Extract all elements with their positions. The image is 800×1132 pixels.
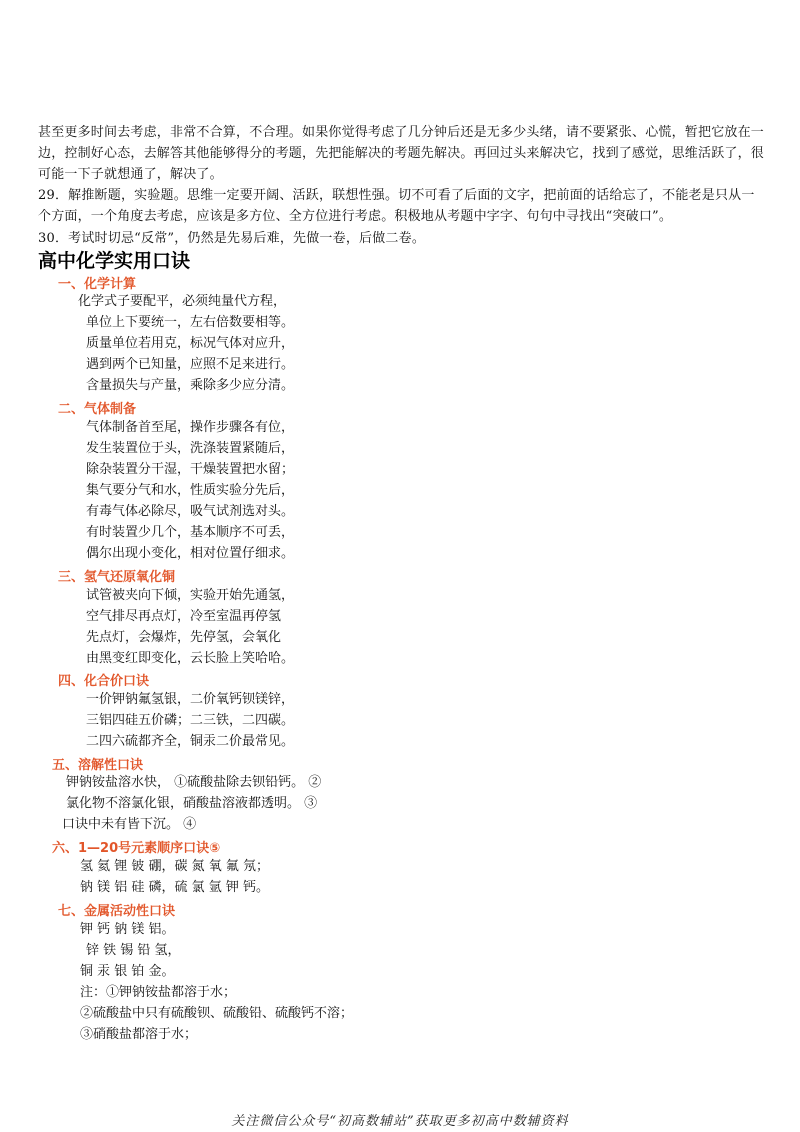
verse-line: 先点灯，会爆炸，先停氢，会氧化 [86,630,282,645]
verse-line: 钠 镁 铝 硅 磷，硫 氯 氩 钾 钙。 [80,880,270,895]
section-heading-solubility: 五、溶解性口诀 [52,758,144,773]
verse-line: 钾 钙 钠 镁 铝。 [80,922,175,937]
verse-line: 偶尔出现小变化，相对位置仔细求。 [86,546,295,561]
verse-line: 三铝四硅五价磷；二三铁，二四碳。 [86,713,295,728]
verse-line: 注：①钾钠铵盐都溶于水； [80,985,237,1000]
verse-line: 质量单位若用克，标况气体对应升， [86,336,295,351]
verse-line: 空气排尽再点灯，冷至室温再停氢 [86,609,282,624]
verse-line: 钾钠铵盐溶水快， ①硫酸盐除去钡铅钙。 ② [66,775,322,790]
verse-line: 由黑变红即变化，云长脸上笑哈哈。 [86,651,295,666]
verse-line: 锌 铁 锡 铅 氢， [86,943,181,958]
section-heading-element-order: 六、1—20号元素顺序口诀⑤ [52,841,221,856]
verse-line: 除杂装置分干湿，干燥装置把水留； [86,462,295,477]
section-heading-gas-preparation: 二、气体制备 [58,402,137,417]
verse-line: 口诀中未有皆下沉。 ④ [62,817,197,832]
verse-line: 有毒气体必除尽，吸气试剂选对头。 [86,504,295,519]
verse-line: ②硫酸盐中只有硫酸钡、硫酸铅、硫酸钙不溶； [80,1006,354,1021]
intro-paragraph: 甚至更多时间去考虑，非常不合算，不合理。如果你觉得考虑了几分钟后还是无多少头绪，请不要紧张、心慌，暂把它放在一边，控制好心态，去解答其他能够得分的考题，先把能解决的考题先解决。再回过头来解决它，找到了感觉，思维活跃了，很可能一下子就想通了，解决了。 [38,125,765,182]
verse-line: 遇到两个已知量，应照不足来进行。 [86,357,295,372]
verse-line: 一价钾钠氟氢银，二价氧钙钡镁锌， [86,692,295,707]
section-heading-valence: 四、化合价口诀 [58,674,150,689]
verse-line: 二四六硫都齐全，铜汞二价最常见。 [86,734,295,749]
verse-line: 发生装置位于头，洗涤装置紧随后， [86,441,295,456]
page-title: 高中化学实用口诀 [38,250,191,272]
verse-line: 单位上下要统一，左右倍数要相等。 [86,315,295,330]
verse-line: 铜 汞 银 铂 金。 [80,964,175,979]
section-heading-hydrogen-reduction: 三、氢气还原氧化铜 [58,570,176,585]
item-29-paragraph: 29．解推断题，实验题。思维一定要开阔、活跃，联想性强。切不可看了后面的文字，把前面的话给忘了，不能老是只从一个方面，一个角度去考虑，应该是多方位、全方位进行考虑。积极地从考题中字字、句句中寻找出“突破口”。 [38,188,755,224]
section-heading-calculation: 一、化学计算 [58,277,137,292]
verse-line: 氢 氦 锂 铍 硼，碳 氮 氧 氟 氖； [80,859,270,874]
verse-line: ③硝酸盐都溶于水； [80,1027,198,1042]
verse-line: 含量损失与产量，乘除多少应分清。 [86,378,295,393]
verse-line: 氯化物不溶氯化银，硝酸盐溶液都透明。 ③ [66,796,318,811]
verse-line: 集气要分气和水，性质实验分先后， [86,483,295,498]
verse-line: 有时装置少几个，基本顺序不可丢， [86,525,295,540]
footer-note: 关注微信公众号“初高数辅站”获取更多初高中数辅资料 [231,1114,569,1129]
verse-line: 化学式子要配平，必须纯量代方程， [78,294,287,309]
section-heading-metal-activity: 七、金属活动性口诀 [58,904,176,919]
verse-line: 试管被夹向下倾，实验开始先通氢， [86,588,295,603]
verse-line: 气体制备首至尾，操作步骤各有位， [86,420,295,435]
item-30-paragraph: 30．考试时切忌“反常”，仍然是先易后难，先做一卷，后做二卷。 [38,231,426,246]
